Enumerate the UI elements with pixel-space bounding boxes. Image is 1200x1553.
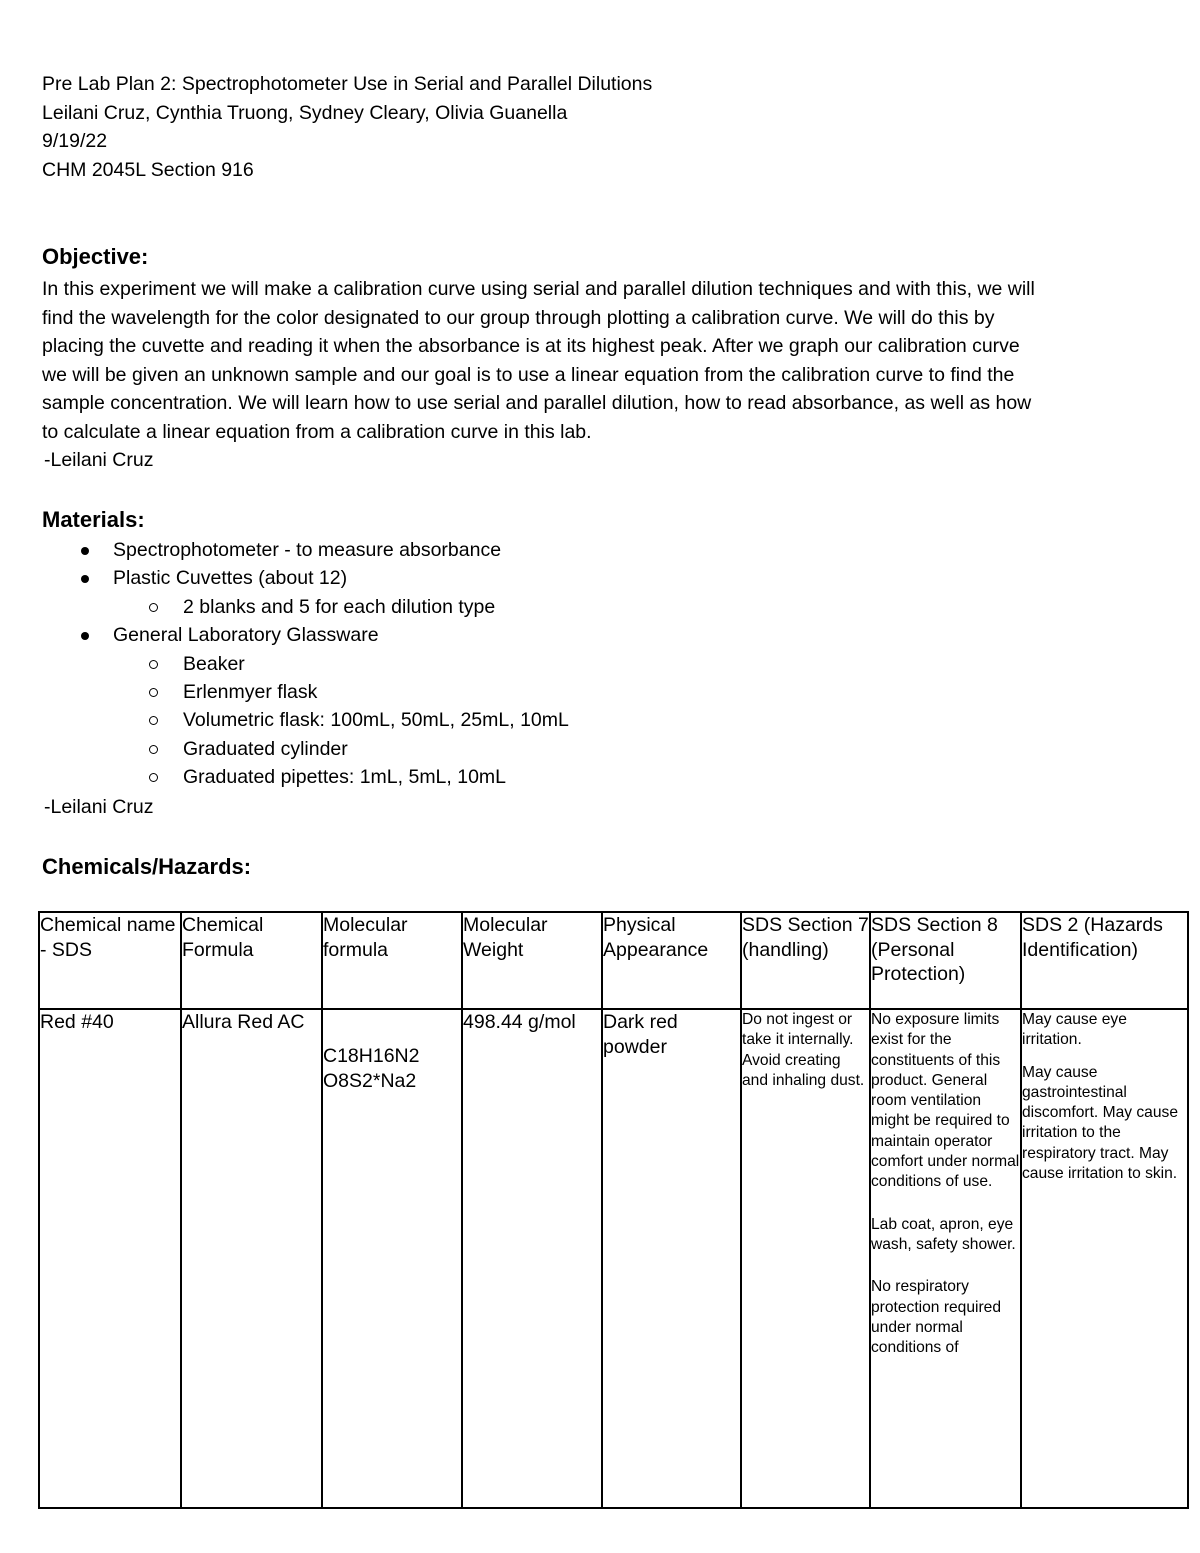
document-page: Pre Lab Plan 2: Spectrophotometer Use in Serial and Parallel Dilutions Leilani Cruz, Cynthia Truong, Sydney Cleary, Olivia Guanella 9/19/22 CHM 2045L Section 916 Objective: In this experiment we will make a calibration curve using serial and parallel dilution techniques and with this, we will find the wavelength for the color designated to our group through plotting a calibration curve. We will do this by placing the cuvette and reading it when the absorbance is at its highest peak. After we graph our calibration curve we will be given an unknown sample and our goal is to use a linear equation from the calibration curve to find the sample concentration. We will learn how to use serial and parallel dilution, how to read absorbance, as well as how to calculate a linear equation from a calibration curve in this lab. -Leilani Cruz Materials: Spectrophotometer - to measure absorbance Plastic Cuvettes (about 12) 2 blanks and 5 for each dilution type General Laboratory Glassware Beaker Erlenmyer flask Volumetric flask: 100mL, 50mL, 25mL, 10mL Graduated cylinder Graduated pipettes: 1mL, 5mL, 10mL -Leilani Cruz Chemicals/Hazards: Chemical name - SDS Chemical Formula Molecular formula Molecular Weight Physical Appearance SDS Section 7 (handling) SDS Section 8 (Personal Protection) SDS 2 (Hazards Identification) Red #40 Allura Red AC C18H16N2 O8S2*Na2 498.44 g/mol Dark red powder Do not ingest or take it internally. Avoid creating and inhaling dust. No exposure limits exist for the constituents of this product. General room ventilation might be required to maintain operator comfort under normal conditions of use. Lab coat, apron, eye wash, safety shower. No respiratory protection required under normal conditions of May cause eye irritation. May cause gastrointestinal discomfort. May cause irritation to the respiratory tract. May cause irritation to skin.: [0, 0, 1200, 1553]
column-header: Physical Appearance: [602, 912, 741, 1009]
hazards-paragraph: May cause eye irritation.: [1022, 1011, 1127, 1049]
table-row: [39, 1009, 1188, 1508]
column-header: SDS Section 8 (Personal Protection): [870, 912, 1021, 1009]
document-header: [42, 70, 652, 184]
materials-heading: Materials:: [42, 507, 145, 532]
column-header: Molecular Weight: [462, 912, 602, 1009]
hazards-cell: [1021, 1009, 1188, 1508]
objective-line: we will be given an unknown sample and our goal is to use a linear equation from the calibration curve to find the: [42, 363, 1015, 386]
chemical-formula-cell: Allura Red AC: [181, 1009, 322, 1508]
chemical-name-cell: Red #40: [39, 1009, 181, 1508]
table-header-row: [39, 912, 1188, 1009]
hazards-paragraph: May cause gastrointestinal discomfort. May cause irritation to the respiratory tract. May cause irritation to skin.: [1022, 1063, 1178, 1183]
circle-bullet-icon: [149, 603, 158, 612]
document-title: Pre Lab Plan 2: Spectrophotometer Use in Serial and Parallel Dilutions: [42, 73, 653, 95]
molecular-formula-cell: [322, 1009, 462, 1508]
date-line: 9/19/22: [42, 130, 108, 152]
column-header: SDS 2 (Hazards Identification): [1021, 912, 1188, 1009]
objective-line: placing the cuvette and reading it when the absorbance is at its highest peak. After we graph our calibration curve: [42, 335, 1020, 358]
bullet-icon: [81, 547, 89, 555]
objective-line: find the wavelength for the color designated to our group through plotting a calibration curve. We will do this by: [42, 306, 995, 329]
circle-bullet-icon: [149, 660, 158, 669]
column-header: SDS Section 7 (handling): [741, 912, 870, 1009]
protection-cell: [870, 1009, 1021, 1508]
circle-bullet-icon: [149, 716, 158, 725]
course-line: CHM 2045L Section 916: [42, 158, 254, 181]
molecular-formula-line: O8S2*Na2: [323, 1069, 417, 1092]
objective-line: sample concentration. We will learn how to use serial and parallel dilution, how to read absorbance, as well as how: [42, 392, 1032, 415]
protection-paragraph: No exposure limits exist for the constituents of this product. General room ventilation might be required to maintain operator comfort under normal conditions of use.: [871, 1011, 1020, 1191]
materials-signature: -Leilani Cruz: [44, 796, 154, 818]
objective-line: In this experiment we will make a calibration curve using serial and parallel dilution techniques and with this, we will: [42, 278, 1035, 300]
appearance-cell: Dark red powder: [602, 1009, 741, 1508]
bullet-icon: [81, 632, 89, 640]
circle-bullet-icon: [149, 773, 158, 782]
column-header: Molecular formula: [322, 912, 462, 1009]
protection-paragraph: Lab coat, apron, eye wash, safety shower.: [871, 1215, 1016, 1253]
handling-cell: Do not ingest or take it internally. Avoid creating and inhaling dust.: [741, 1009, 870, 1508]
molecular-weight-cell: 498.44 g/mol: [462, 1009, 602, 1508]
bullet-icon: [81, 575, 89, 583]
objective-signature: -Leilani Cruz: [44, 449, 154, 471]
objective-heading: Objective:: [42, 244, 149, 269]
chemicals-hazards-table: [38, 911, 1189, 1509]
authors-line: Leilani Cruz, Cynthia Truong, Sydney Cleary, Olivia Guanella: [42, 101, 568, 124]
objective-line: to calculate a linear equation from a calibration curve in this lab.: [42, 420, 592, 443]
molecular-formula-line: C18H16N2: [323, 1045, 420, 1067]
circle-bullet-icon: [149, 688, 158, 697]
protection-paragraph: No respiratory protection required under normal conditions of: [871, 1278, 1002, 1357]
circle-bullet-icon: [149, 745, 158, 754]
chemicals-heading: Chemicals/Hazards:: [42, 854, 252, 879]
column-header: Chemical name - SDS: [39, 912, 181, 1009]
column-header: Chemical Formula: [181, 912, 322, 1009]
objective-paragraph: [42, 275, 1162, 447]
